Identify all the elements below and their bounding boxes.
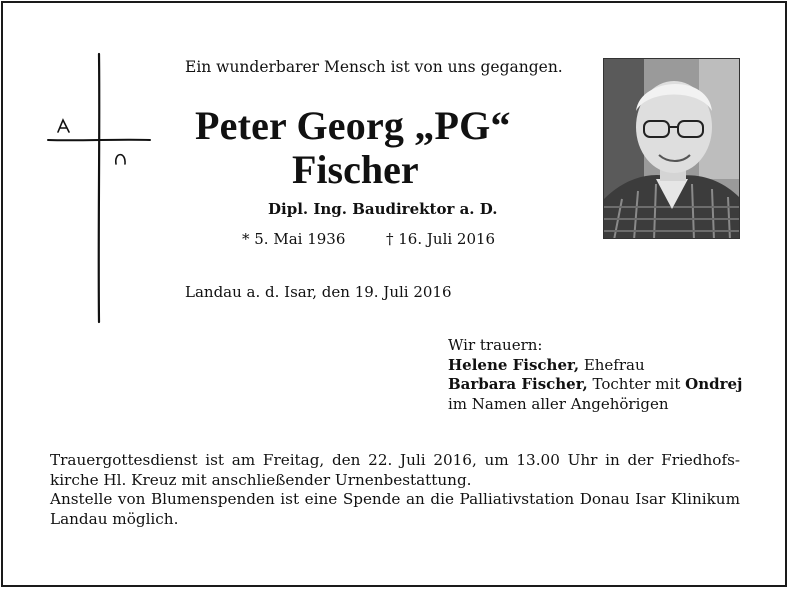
birth-date: * 5. Mai 1936 <box>242 230 346 248</box>
portrait-photo <box>603 58 740 239</box>
death-date: † 16. Juli 2016 <box>386 230 496 248</box>
mourners-heading: Wir trauern: <box>448 336 543 354</box>
service-info <box>50 451 740 529</box>
mourner-2 <box>448 375 742 395</box>
portrait-image <box>604 59 740 239</box>
cross-icon <box>40 50 170 330</box>
mourner-1-name: Helene Fischer, <box>448 355 580 374</box>
mourner-1-relation: Ehefrau <box>579 355 645 374</box>
service-paragraph-2: Anstelle von Blumenspenden ist eine Spende an die Palliativstation Donau Isar Klinikum Landau möglich. <box>50 490 740 528</box>
mourners-block <box>448 336 742 414</box>
deceased-title: Dipl. Ing. Baudirektor a. D. <box>268 200 498 218</box>
place-date: Landau a. d. Isar, den 19. Juli 2016 <box>185 283 452 301</box>
mourner-2-name: Barbara Fischer, <box>448 375 588 393</box>
mourner-2-partner: Ondrej <box>685 375 743 393</box>
intro-text: Ein wunderbarer Mensch ist von uns gegangen. <box>185 58 563 76</box>
mourner-2-relation: Tochter mit <box>587 375 686 393</box>
mourner-1 <box>448 356 742 376</box>
deceased-name-line1: Peter Georg „PG“ <box>195 103 511 148</box>
deceased-name-line2: Fischer <box>292 147 419 192</box>
service-paragraph-1: Trauergottesdienst ist am Freitag, den 22. Juli 2016, um 13.00 Uhr in der Friedhofskirche Hl. Kreuz mit anschließender Urnenbestattung. <box>50 451 740 489</box>
mourners-closing: im Namen aller Angehörigen <box>448 394 669 413</box>
